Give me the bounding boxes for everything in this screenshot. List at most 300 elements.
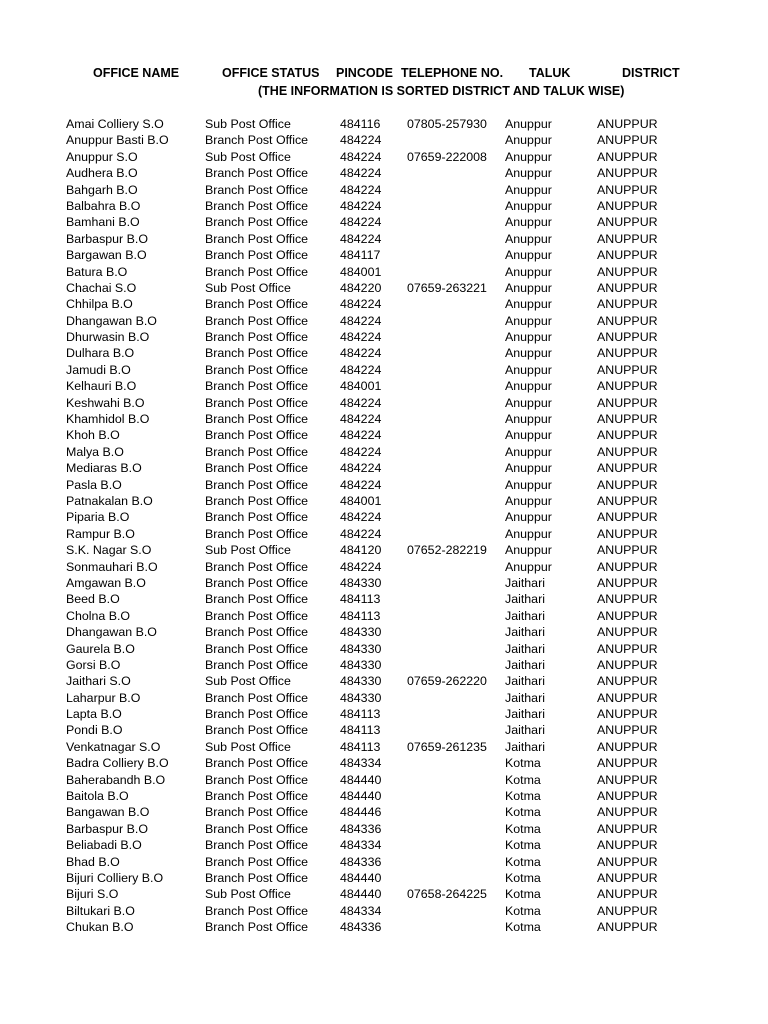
pincode-cell: 484330 xyxy=(340,674,382,689)
office-status-cell: Branch Post Office xyxy=(205,297,309,312)
district-cell: ANUPPUR xyxy=(597,133,658,148)
table-row xyxy=(0,739,768,755)
pincode-cell: 484440 xyxy=(340,789,382,804)
table-row xyxy=(0,624,768,640)
office-status-cell: Branch Post Office xyxy=(205,690,309,705)
table-row xyxy=(0,477,768,493)
office-status-cell: Sub Post Office xyxy=(205,674,291,689)
office-name-cell: Beed B.O xyxy=(66,592,120,607)
table-row xyxy=(0,657,768,673)
office-name-cell: Khamhidol B.O xyxy=(66,412,150,427)
pincode-cell: 484334 xyxy=(340,756,382,771)
table-row xyxy=(0,198,768,214)
office-name-cell: Barbaspur B.O xyxy=(66,821,148,836)
pincode-cell: 484224 xyxy=(340,526,382,541)
taluk-cell: Kotma xyxy=(505,903,541,918)
table-row xyxy=(0,264,768,280)
pincode-cell: 484330 xyxy=(340,690,382,705)
table-row xyxy=(0,641,768,657)
office-name-cell: Bahgarh B.O xyxy=(66,182,138,197)
taluk-cell: Jaithari xyxy=(505,739,545,754)
table-row xyxy=(0,542,768,558)
district-cell: ANUPPUR xyxy=(597,493,658,508)
taluk-cell: Anuppur xyxy=(505,543,552,558)
office-status-cell: Branch Post Office xyxy=(205,330,309,345)
office-status-cell: Branch Post Office xyxy=(205,657,309,672)
pincode-cell: 484446 xyxy=(340,805,382,820)
taluk-cell: Anuppur xyxy=(505,133,552,148)
pincode-cell: 484224 xyxy=(340,346,382,361)
taluk-cell: Anuppur xyxy=(505,461,552,476)
district-cell: ANUPPUR xyxy=(597,739,658,754)
office-name-cell: Barbaspur B.O xyxy=(66,231,148,246)
table-row xyxy=(0,116,768,132)
office-name-cell: Sonmauhari B.O xyxy=(66,559,158,574)
office-status-cell: Sub Post Office xyxy=(205,117,291,131)
office-status-cell: Sub Post Office xyxy=(205,280,291,295)
table-row xyxy=(0,821,768,837)
header-subtitle: (THE INFORMATION IS SORTED DISTRICT AND TALUK WISE) xyxy=(258,84,625,98)
taluk-cell: Jaithari xyxy=(505,641,545,656)
taluk-cell: Anuppur xyxy=(505,559,552,574)
taluk-cell: Anuppur xyxy=(505,182,552,197)
table-row xyxy=(0,493,768,509)
office-status-cell: Branch Post Office xyxy=(205,838,309,853)
office-name-cell: Chhilpa B.O xyxy=(66,297,133,312)
district-cell: ANUPPUR xyxy=(597,330,658,345)
table-row xyxy=(0,247,768,263)
table-row xyxy=(0,755,768,771)
office-name-cell: Bijuri Colliery B.O xyxy=(66,870,164,885)
office-status-cell: Branch Post Office xyxy=(205,526,309,541)
district-cell: ANUPPUR xyxy=(597,920,658,935)
office-status-cell: Branch Post Office xyxy=(205,723,309,738)
office-name-cell: Mediaras B.O xyxy=(66,461,142,476)
office-status-cell: Sub Post Office xyxy=(205,887,291,902)
header-district: DISTRICT xyxy=(622,66,680,80)
header-pincode: PINCODE xyxy=(336,66,393,80)
office-status-cell: Branch Post Office xyxy=(205,428,309,443)
district-cell: ANUPPUR xyxy=(597,772,658,787)
office-status-cell: Branch Post Office xyxy=(205,215,309,230)
office-table xyxy=(0,116,768,936)
office-name-cell: Patnakalan B.O xyxy=(66,493,153,508)
telephone-cell: 07659-263221 xyxy=(407,280,487,295)
district-cell: ANUPPUR xyxy=(597,231,658,246)
taluk-cell: Jaithari xyxy=(505,592,545,607)
district-cell: ANUPPUR xyxy=(597,641,658,656)
taluk-cell: Anuppur xyxy=(505,280,552,295)
table-row xyxy=(0,837,768,853)
table-row xyxy=(0,919,768,935)
pincode-cell: 484224 xyxy=(340,395,382,410)
office-name-cell: Amai Colliery S.O xyxy=(66,117,164,131)
district-cell: ANUPPUR xyxy=(597,903,658,918)
office-status-cell: Branch Post Office xyxy=(205,559,309,574)
district-cell: ANUPPUR xyxy=(597,346,658,361)
office-status-cell: Branch Post Office xyxy=(205,510,309,525)
office-name-cell: Pondi B.O xyxy=(66,723,123,738)
pincode-cell: 484001 xyxy=(340,379,382,394)
taluk-cell: Anuppur xyxy=(505,117,552,131)
office-status-cell: Branch Post Office xyxy=(205,625,309,640)
district-cell: ANUPPUR xyxy=(597,362,658,377)
office-name-cell: Venkatnagar S.O xyxy=(66,739,161,754)
office-name-cell: Audhera B.O xyxy=(66,166,138,181)
header-taluk: TALUK xyxy=(529,66,571,80)
taluk-cell: Anuppur xyxy=(505,346,552,361)
office-name-cell: Amgawan B.O xyxy=(66,575,146,590)
taluk-cell: Kotma xyxy=(505,887,541,902)
pincode-cell: 484224 xyxy=(340,428,382,443)
pincode-cell: 484440 xyxy=(340,772,382,787)
office-name-cell: Baitola B.O xyxy=(66,789,129,804)
table-row xyxy=(0,149,768,165)
pincode-cell: 484224 xyxy=(340,477,382,492)
taluk-cell: Kotma xyxy=(505,838,541,853)
taluk-cell: Anuppur xyxy=(505,379,552,394)
taluk-cell: Anuppur xyxy=(505,395,552,410)
table-row xyxy=(0,345,768,361)
office-status-cell: Branch Post Office xyxy=(205,756,309,771)
telephone-cell: 07805-257930 xyxy=(407,117,487,131)
taluk-cell: Anuppur xyxy=(505,526,552,541)
office-status-cell: Branch Post Office xyxy=(205,789,309,804)
pincode-cell: 484113 xyxy=(340,707,381,722)
pincode-cell: 484440 xyxy=(340,870,382,885)
office-status-cell: Branch Post Office xyxy=(205,870,309,885)
taluk-cell: Anuppur xyxy=(505,248,552,263)
telephone-cell: 07658-264225 xyxy=(407,887,487,902)
table-row xyxy=(0,214,768,230)
office-name-cell: Cholna B.O xyxy=(66,608,131,623)
office-status-cell: Branch Post Office xyxy=(205,198,309,213)
office-status-cell: Branch Post Office xyxy=(205,166,309,181)
table-row xyxy=(0,444,768,460)
district-cell: ANUPPUR xyxy=(597,789,658,804)
taluk-cell: Anuppur xyxy=(505,428,552,443)
district-cell: ANUPPUR xyxy=(597,198,658,213)
office-status-cell: Branch Post Office xyxy=(205,133,309,148)
table-row xyxy=(0,329,768,345)
header-telephone: TELEPHONE NO. xyxy=(401,66,504,80)
district-cell: ANUPPUR xyxy=(597,887,658,902)
pincode-cell: 484220 xyxy=(340,280,382,295)
pincode-cell: 484224 xyxy=(340,330,382,345)
taluk-cell: Jaithari xyxy=(505,707,545,722)
office-name-cell: Biltukari B.O xyxy=(66,903,135,918)
district-cell: ANUPPUR xyxy=(597,313,658,328)
office-status-cell: Branch Post Office xyxy=(205,641,309,656)
table-row xyxy=(0,231,768,247)
taluk-cell: Anuppur xyxy=(505,166,552,181)
taluk-cell: Jaithari xyxy=(505,608,545,623)
office-name-cell: Jamudi B.O xyxy=(66,362,131,377)
district-cell: ANUPPUR xyxy=(597,559,658,574)
district-cell: ANUPPUR xyxy=(597,117,658,131)
taluk-cell: Anuppur xyxy=(505,330,552,345)
table-row xyxy=(0,296,768,312)
district-cell: ANUPPUR xyxy=(597,248,658,263)
district-cell: ANUPPUR xyxy=(597,444,658,459)
table-row xyxy=(0,559,768,575)
taluk-cell: Jaithari xyxy=(505,657,545,672)
office-status-cell: Sub Post Office xyxy=(205,739,291,754)
office-name-cell: Kelhauri B.O xyxy=(66,379,137,394)
office-name-cell: Dhangawan B.O xyxy=(66,313,157,328)
pincode-cell: 484224 xyxy=(340,182,382,197)
district-cell: ANUPPUR xyxy=(597,379,658,394)
office-status-cell: Branch Post Office xyxy=(205,395,309,410)
telephone-cell: 07652-282219 xyxy=(407,543,487,558)
district-cell: ANUPPUR xyxy=(597,723,658,738)
taluk-cell: Anuppur xyxy=(505,215,552,230)
taluk-cell: Anuppur xyxy=(505,264,552,279)
pincode-cell: 484336 xyxy=(340,920,382,935)
office-status-cell: Branch Post Office xyxy=(205,608,309,623)
taluk-cell: Anuppur xyxy=(505,493,552,508)
taluk-cell: Kotma xyxy=(505,821,541,836)
pincode-cell: 484330 xyxy=(340,641,382,656)
table-row xyxy=(0,854,768,870)
office-status-cell: Branch Post Office xyxy=(205,592,309,607)
pincode-cell: 484224 xyxy=(340,149,382,164)
office-name-cell: Batura B.O xyxy=(66,264,128,279)
table-row xyxy=(0,690,768,706)
table-row xyxy=(0,427,768,443)
district-cell: ANUPPUR xyxy=(597,838,658,853)
table-row xyxy=(0,591,768,607)
office-status-cell: Branch Post Office xyxy=(205,231,309,246)
table-row xyxy=(0,706,768,722)
table-row xyxy=(0,772,768,788)
office-name-cell: Chukan B.O xyxy=(66,920,134,935)
taluk-cell: Anuppur xyxy=(505,362,552,377)
taluk-cell: Jaithari xyxy=(505,625,545,640)
office-name-cell: Anuppur Basti B.O xyxy=(66,133,169,148)
taluk-cell: Anuppur xyxy=(505,510,552,525)
pincode-cell: 484224 xyxy=(340,444,382,459)
office-name-cell: Anuppur S.O xyxy=(66,149,138,164)
table-row xyxy=(0,870,768,886)
taluk-cell: Kotma xyxy=(505,870,541,885)
office-name-cell: Chachai S.O xyxy=(66,280,137,295)
table-row xyxy=(0,673,768,689)
district-cell: ANUPPUR xyxy=(597,149,658,164)
table-row xyxy=(0,165,768,181)
district-cell: ANUPPUR xyxy=(597,215,658,230)
table-row xyxy=(0,509,768,525)
office-status-cell: Branch Post Office xyxy=(205,477,309,492)
office-status-cell: Branch Post Office xyxy=(205,707,309,722)
office-name-cell: Bijuri S.O xyxy=(66,887,119,902)
office-status-cell: Sub Post Office xyxy=(205,543,291,558)
office-name-cell: Dulhara B.O xyxy=(66,346,135,361)
district-cell: ANUPPUR xyxy=(597,264,658,279)
table-row xyxy=(0,411,768,427)
office-name-cell: Balbahra B.O xyxy=(66,198,141,213)
district-cell: ANUPPUR xyxy=(597,608,658,623)
taluk-cell: Kotma xyxy=(505,854,541,869)
office-status-cell: Branch Post Office xyxy=(205,772,309,787)
table-row xyxy=(0,804,768,820)
district-cell: ANUPPUR xyxy=(597,657,658,672)
district-cell: ANUPPUR xyxy=(597,477,658,492)
office-status-cell: Branch Post Office xyxy=(205,444,309,459)
office-status-cell: Branch Post Office xyxy=(205,313,309,328)
taluk-cell: Jaithari xyxy=(505,723,545,738)
district-cell: ANUPPUR xyxy=(597,870,658,885)
pincode-cell: 484113 xyxy=(340,723,381,738)
office-name-cell: Bhad B.O xyxy=(66,854,120,869)
office-status-cell: Branch Post Office xyxy=(205,805,309,820)
office-name-cell: Jaithari S.O xyxy=(66,674,131,689)
table-row xyxy=(0,608,768,624)
office-status-cell: Branch Post Office xyxy=(205,182,309,197)
pincode-cell: 484224 xyxy=(340,412,382,427)
taluk-cell: Anuppur xyxy=(505,412,552,427)
table-row xyxy=(0,722,768,738)
pincode-cell: 484117 xyxy=(340,248,381,263)
pincode-cell: 484224 xyxy=(340,510,382,525)
pincode-cell: 484120 xyxy=(340,543,382,558)
pincode-cell: 484330 xyxy=(340,657,382,672)
pincode-cell: 484001 xyxy=(340,493,382,508)
office-name-cell: S.K. Nagar S.O xyxy=(66,543,152,558)
office-status-cell: Branch Post Office xyxy=(205,493,309,508)
table-row xyxy=(0,280,768,296)
district-cell: ANUPPUR xyxy=(597,543,658,558)
office-name-cell: Malya B.O xyxy=(66,444,124,459)
pincode-cell: 484224 xyxy=(340,231,382,246)
district-cell: ANUPPUR xyxy=(597,510,658,525)
office-name-cell: Dhangawan B.O xyxy=(66,625,157,640)
office-status-cell: Branch Post Office xyxy=(205,264,309,279)
office-name-cell: Gorsi B.O xyxy=(66,657,121,672)
pincode-cell: 484330 xyxy=(340,625,382,640)
office-status-cell: Branch Post Office xyxy=(205,903,309,918)
header-office-status: OFFICE STATUS xyxy=(222,66,320,80)
table-row xyxy=(0,460,768,476)
office-name-cell: Keshwahi B.O xyxy=(66,395,145,410)
taluk-cell: Kotma xyxy=(505,756,541,771)
taluk-cell: Anuppur xyxy=(505,444,552,459)
pincode-cell: 484336 xyxy=(340,821,382,836)
taluk-cell: Kotma xyxy=(505,772,541,787)
taluk-cell: Jaithari xyxy=(505,674,545,689)
table-row xyxy=(0,313,768,329)
table-row xyxy=(0,362,768,378)
taluk-cell: Anuppur xyxy=(505,149,552,164)
district-cell: ANUPPUR xyxy=(597,297,658,312)
district-cell: ANUPPUR xyxy=(597,821,658,836)
taluk-cell: Kotma xyxy=(505,789,541,804)
office-name-cell: Dhurwasin B.O xyxy=(66,330,150,345)
taluk-cell: Kotma xyxy=(505,805,541,820)
pincode-cell: 484224 xyxy=(340,362,382,377)
table-row xyxy=(0,886,768,902)
taluk-cell: Anuppur xyxy=(505,198,552,213)
pincode-cell: 484224 xyxy=(340,313,382,328)
pincode-cell: 484224 xyxy=(340,215,382,230)
pincode-cell: 484440 xyxy=(340,887,382,902)
office-status-cell: Branch Post Office xyxy=(205,920,309,935)
office-status-cell: Branch Post Office xyxy=(205,412,309,427)
office-name-cell: Piparia B.O xyxy=(66,510,130,525)
table-row xyxy=(0,903,768,919)
office-name-cell: Laharpur B.O xyxy=(66,690,141,705)
office-name-cell: Beliabadi B.O xyxy=(66,838,142,853)
district-cell: ANUPPUR xyxy=(597,461,658,476)
table-row xyxy=(0,182,768,198)
office-status-cell: Branch Post Office xyxy=(205,461,309,476)
table-row xyxy=(0,395,768,411)
taluk-cell: Anuppur xyxy=(505,231,552,246)
office-name-cell: Pasla B.O xyxy=(66,477,122,492)
district-cell: ANUPPUR xyxy=(597,412,658,427)
pincode-cell: 484336 xyxy=(340,854,382,869)
office-status-cell: Sub Post Office xyxy=(205,149,291,164)
district-cell: ANUPPUR xyxy=(597,280,658,295)
table-row xyxy=(0,526,768,542)
pincode-cell: 484224 xyxy=(340,297,382,312)
telephone-cell: 07659-222008 xyxy=(407,149,487,164)
office-status-cell: Branch Post Office xyxy=(205,821,309,836)
office-status-cell: Branch Post Office xyxy=(205,379,309,394)
office-name-cell: Gaurela B.O xyxy=(66,641,135,656)
district-cell: ANUPPUR xyxy=(597,805,658,820)
taluk-cell: Jaithari xyxy=(505,690,545,705)
district-cell: ANUPPUR xyxy=(597,674,658,689)
office-name-cell: Lapta B.O xyxy=(66,707,122,722)
telephone-cell: 07659-262220 xyxy=(407,674,487,689)
pincode-cell: 484113 xyxy=(340,608,381,623)
taluk-cell: Kotma xyxy=(505,920,541,935)
district-cell: ANUPPUR xyxy=(597,575,658,590)
office-name-cell: Bangawan B.O xyxy=(66,805,150,820)
office-name-cell: Bargawan B.O xyxy=(66,248,147,263)
office-name-cell: Bamhani B.O xyxy=(66,215,140,230)
district-cell: ANUPPUR xyxy=(597,756,658,771)
pincode-cell: 484224 xyxy=(340,461,382,476)
pincode-cell: 484224 xyxy=(340,559,382,574)
pincode-cell: 484330 xyxy=(340,575,382,590)
pincode-cell: 484116 xyxy=(340,117,381,131)
office-name-cell: Rampur B.O xyxy=(66,526,135,541)
header-office-name: OFFICE NAME xyxy=(93,66,180,80)
pincode-cell: 484334 xyxy=(340,838,382,853)
table-row xyxy=(0,378,768,394)
office-status-cell: Branch Post Office xyxy=(205,854,309,869)
district-cell: ANUPPUR xyxy=(597,592,658,607)
pincode-cell: 484224 xyxy=(340,133,382,148)
office-name-cell: Badra Colliery B.O xyxy=(66,756,169,771)
district-cell: ANUPPUR xyxy=(597,707,658,722)
office-name-cell: Khoh B.O xyxy=(66,428,120,443)
taluk-cell: Anuppur xyxy=(505,313,552,328)
pincode-cell: 484001 xyxy=(340,264,382,279)
taluk-cell: Anuppur xyxy=(505,477,552,492)
table-row xyxy=(0,575,768,591)
telephone-cell: 07659-261235 xyxy=(407,739,487,754)
office-name-cell: Baherabandh B.O xyxy=(66,772,166,787)
table-row xyxy=(0,788,768,804)
pincode-cell: 484113 xyxy=(340,739,381,754)
office-status-cell: Branch Post Office xyxy=(205,248,309,263)
district-cell: ANUPPUR xyxy=(597,166,658,181)
office-status-cell: Branch Post Office xyxy=(205,346,309,361)
district-cell: ANUPPUR xyxy=(597,428,658,443)
